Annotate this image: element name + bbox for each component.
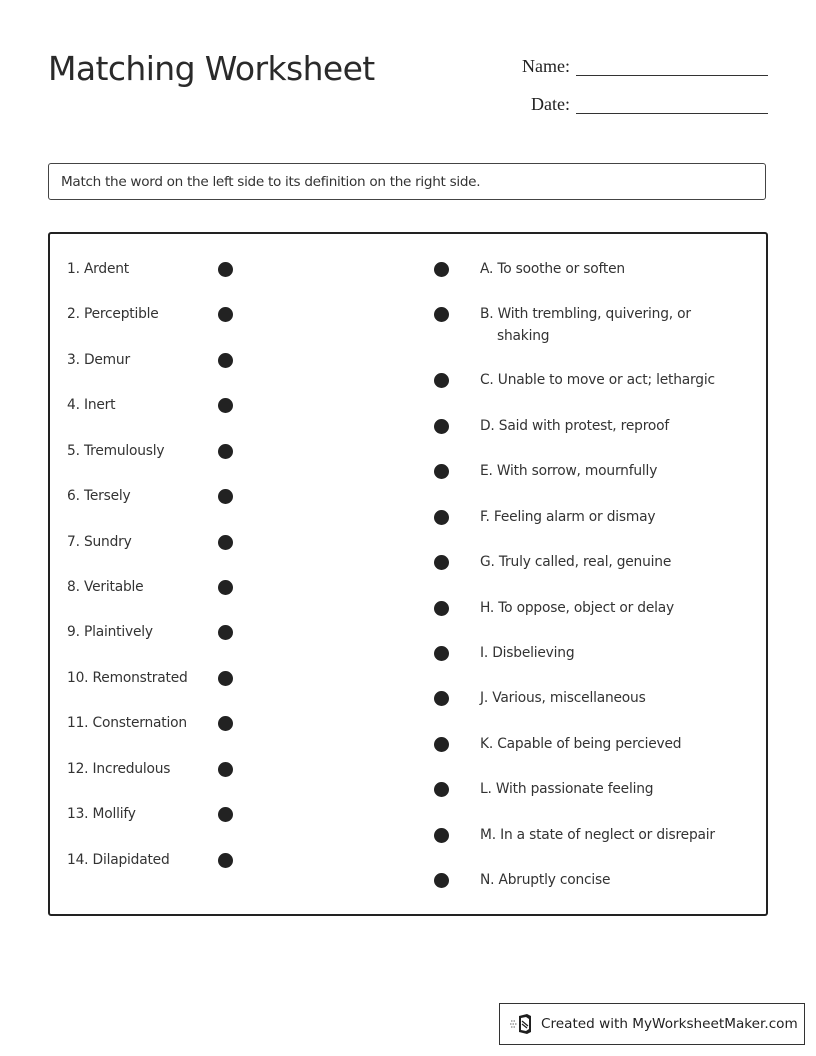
word-match-dot[interactable] xyxy=(218,807,233,822)
word-match-dot[interactable] xyxy=(218,671,233,686)
definition-item xyxy=(480,303,730,347)
definition-match-dot[interactable] xyxy=(434,555,449,570)
definition-text: F. Feeling alarm or dismay xyxy=(480,509,656,525)
definition-text: M. In a state of neglect or disrepair xyxy=(480,827,715,843)
word-item: 10. Remonstrated xyxy=(67,670,188,686)
definition-match-dot[interactable] xyxy=(434,307,449,322)
name-label: Name: xyxy=(522,56,570,76)
footer-credit xyxy=(499,1003,805,1045)
definition-match-dot[interactable] xyxy=(434,828,449,843)
definition-text: J. Various, miscellaneous xyxy=(480,690,646,706)
definition-match-dot[interactable] xyxy=(434,601,449,616)
word-item: 8. Veritable xyxy=(67,579,144,595)
word-item: 6. Tersely xyxy=(67,488,131,504)
definition-text-continuation: shaking xyxy=(497,328,550,344)
definition-item xyxy=(480,733,730,755)
word-item: 13. Mollify xyxy=(67,806,136,822)
definition-match-dot[interactable] xyxy=(434,262,449,277)
definition-match-dot[interactable] xyxy=(434,737,449,752)
definition-text: N. Abruptly concise xyxy=(480,872,611,888)
date-label: Date: xyxy=(531,94,570,114)
word-item: 14. Dilapidated xyxy=(67,852,170,868)
instructions-box xyxy=(48,163,766,200)
definition-item xyxy=(480,778,730,800)
word-item: 7. Sundry xyxy=(67,534,132,550)
definition-text: L. With passionate feeling xyxy=(480,781,654,797)
name-input-line[interactable] xyxy=(576,55,768,76)
word-item: 9. Plaintively xyxy=(67,624,153,640)
definition-match-dot[interactable] xyxy=(434,464,449,479)
definition-text: G. Truly called, real, genuine xyxy=(480,554,672,570)
definition-text: A. To soothe or soften xyxy=(480,261,625,277)
word-item: 4. Inert xyxy=(67,397,116,413)
word-item: 3. Demur xyxy=(67,352,130,368)
date-input-line[interactable] xyxy=(576,93,768,114)
word-match-dot[interactable] xyxy=(218,307,233,322)
page-title: Matching Worksheet xyxy=(48,49,375,88)
definition-item xyxy=(480,415,730,437)
definition-item xyxy=(480,506,730,528)
word-match-dot[interactable] xyxy=(218,625,233,640)
word-item: 2. Perceptible xyxy=(67,306,159,322)
word-match-dot[interactable] xyxy=(218,262,233,277)
instructions-text: Match the word on the left side to its definition on the right side. xyxy=(61,174,481,190)
definition-match-dot[interactable] xyxy=(434,782,449,797)
definition-item xyxy=(480,369,730,391)
word-match-dot[interactable] xyxy=(218,762,233,777)
word-item: 12. Incredulous xyxy=(67,761,171,777)
word-match-dot[interactable] xyxy=(218,489,233,504)
definition-text: D. Said with protest, reproof xyxy=(480,418,670,434)
definition-match-dot[interactable] xyxy=(434,873,449,888)
definition-text: E. With sorrow, mournfully xyxy=(480,463,658,479)
definition-match-dot[interactable] xyxy=(434,373,449,388)
worksheet-maker-logo-icon xyxy=(510,1013,534,1035)
matching-panel xyxy=(48,232,768,916)
definition-item xyxy=(480,824,730,846)
word-item: 5. Tremulously xyxy=(67,443,165,459)
footer-text: Created with MyWorksheetMaker.com xyxy=(541,1016,798,1032)
word-match-dot[interactable] xyxy=(218,535,233,550)
definition-match-dot[interactable] xyxy=(434,419,449,434)
definition-text: K. Capable of being percieved xyxy=(480,736,682,752)
definition-item xyxy=(480,460,730,482)
definition-item xyxy=(480,258,730,280)
word-item: 11. Consternation xyxy=(67,715,187,731)
word-match-dot[interactable] xyxy=(218,444,233,459)
date-field xyxy=(500,93,768,114)
definition-text: H. To oppose, object or delay xyxy=(480,600,674,616)
definition-match-dot[interactable] xyxy=(434,691,449,706)
word-match-dot[interactable] xyxy=(218,716,233,731)
definition-item xyxy=(480,869,730,891)
definition-text: I. Disbelieving xyxy=(480,645,575,661)
word-match-dot[interactable] xyxy=(218,353,233,368)
word-item: 1. Ardent xyxy=(67,261,130,277)
definition-item xyxy=(480,551,730,573)
definition-item xyxy=(480,642,730,664)
word-match-dot[interactable] xyxy=(218,580,233,595)
word-match-dot[interactable] xyxy=(218,398,233,413)
definition-text: C. Unable to move or act; lethargic xyxy=(480,372,715,388)
definition-item xyxy=(480,687,730,709)
word-match-dot[interactable] xyxy=(218,853,233,868)
definition-text: B. With trembling, quivering, or xyxy=(480,306,691,322)
name-field xyxy=(500,55,768,76)
definition-item xyxy=(480,597,730,619)
definition-match-dot[interactable] xyxy=(434,646,449,661)
definition-match-dot[interactable] xyxy=(434,510,449,525)
